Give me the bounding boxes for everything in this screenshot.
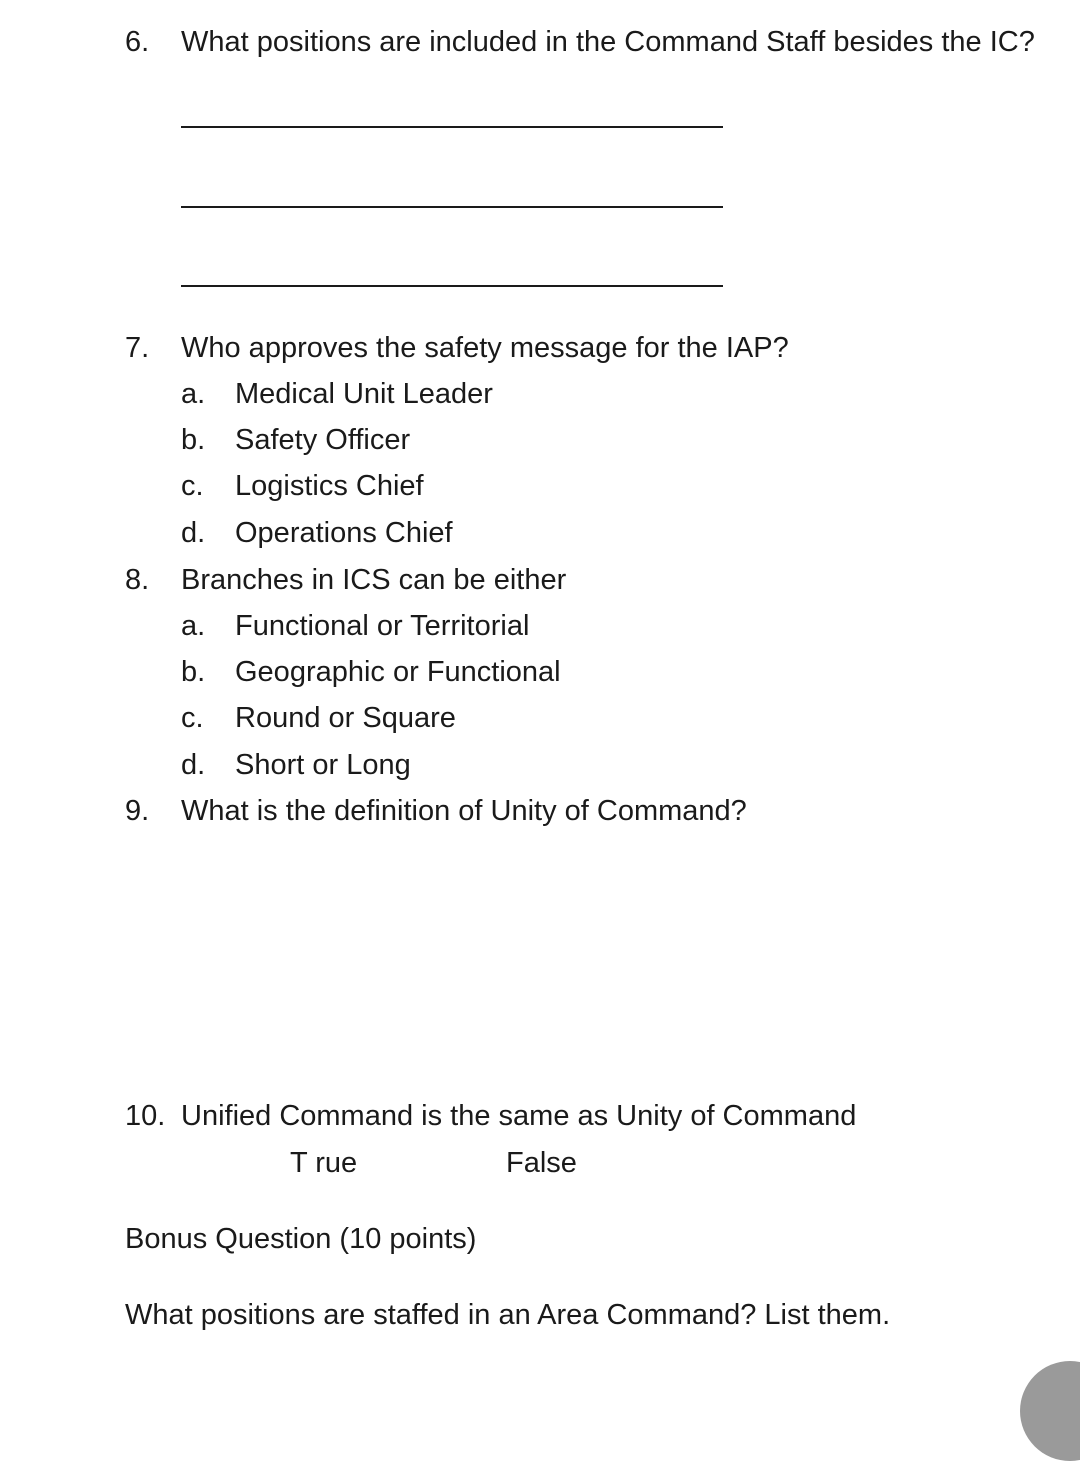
q8-option-b[interactable]: Geographic or Functional	[235, 656, 561, 688]
q7-option-a[interactable]: Medical Unit Leader	[235, 378, 493, 410]
q7-number: 7.	[125, 332, 150, 364]
q7-option-c[interactable]: Logistics Chief	[235, 470, 424, 502]
q8-option-c[interactable]: Round or Square	[235, 702, 456, 734]
q7-text: Who approves the safety message for the IAP?	[181, 332, 789, 364]
answer-line-3[interactable]	[181, 285, 723, 287]
q10-number: 10.	[125, 1100, 166, 1132]
q7-option-c-letter: c.	[181, 470, 204, 502]
answer-line-2[interactable]	[181, 206, 723, 208]
corner-scroll-indicator	[1020, 1361, 1080, 1461]
q8-option-a[interactable]: Functional or Territorial	[235, 610, 530, 642]
q9-text: What is the definition of Unity of Command?	[181, 795, 747, 827]
bonus-question: What positions are staffed in an Area Command? List them.	[125, 1299, 891, 1331]
q7-option-d-letter: d.	[181, 517, 206, 549]
q8-option-d[interactable]: Short or Long	[235, 749, 411, 781]
q8-option-d-letter: d.	[181, 749, 206, 781]
q8-option-b-letter: b.	[181, 656, 206, 688]
q7-option-b[interactable]: Safety Officer	[235, 424, 411, 456]
q8-number: 8.	[125, 564, 150, 596]
q8-option-c-letter: c.	[181, 702, 204, 734]
q10-false-option[interactable]: False	[506, 1147, 577, 1179]
q7-option-b-letter: b.	[181, 424, 206, 456]
bonus-heading: Bonus Question (10 points)	[125, 1223, 477, 1255]
answer-line-1[interactable]	[181, 126, 723, 128]
q8-option-a-letter: a.	[181, 610, 206, 642]
q10-text: Unified Command is the same as Unity of Command	[181, 1100, 857, 1132]
q7-option-a-letter: a.	[181, 378, 206, 410]
q9-number: 9.	[125, 795, 150, 827]
q10-true-option[interactable]: T rue	[290, 1147, 358, 1179]
q7-option-d[interactable]: Operations Chief	[235, 517, 453, 549]
q6-text: What positions are included in the Command Staff besides the IC?	[181, 26, 1035, 58]
q6-number: 6.	[125, 26, 150, 58]
q8-text: Branches in ICS can be either	[181, 564, 567, 596]
